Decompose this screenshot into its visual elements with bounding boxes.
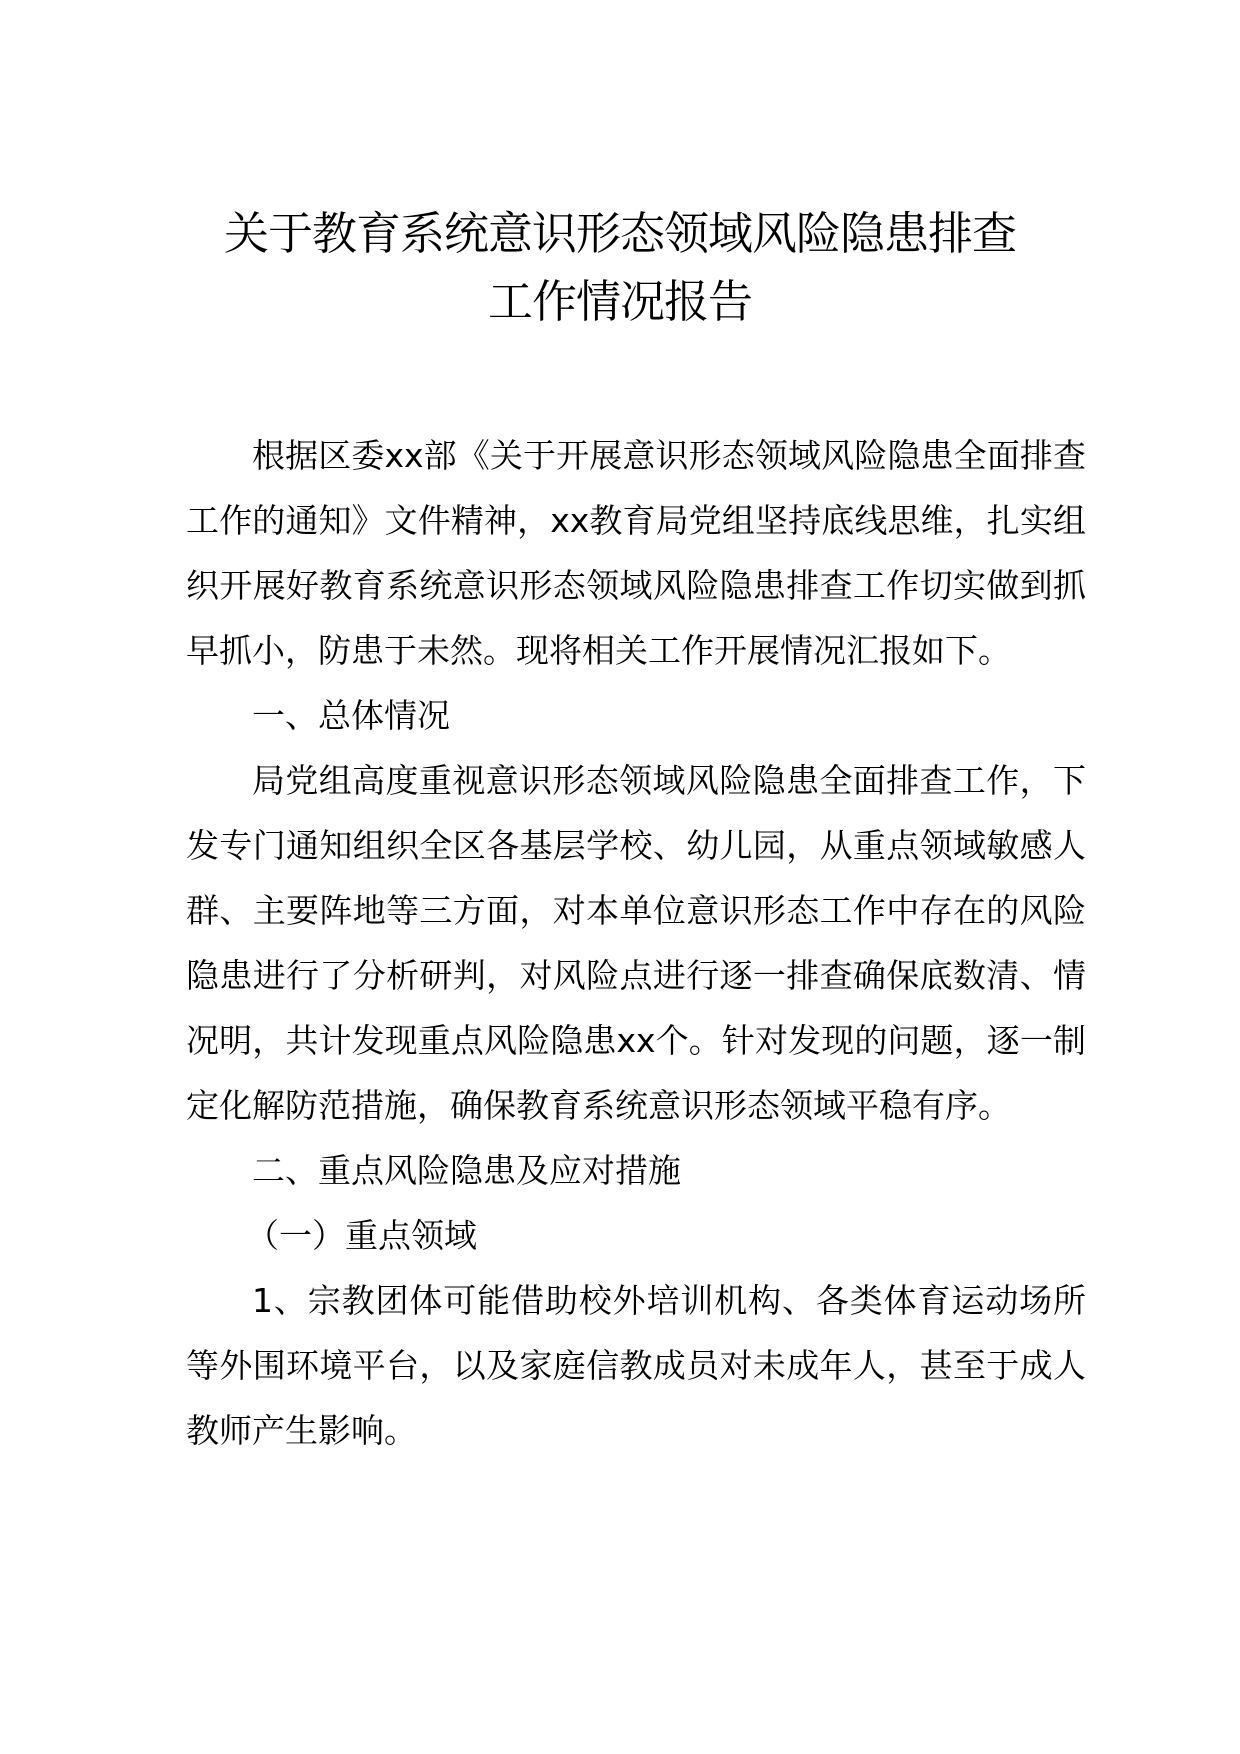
document-title	[150, 200, 1090, 336]
title-line-1: 关于教育系统意识形态领域风险隐患排查	[223, 207, 1016, 260]
section-heading-risks: 二、重点风险隐患及应对措施	[252, 1151, 681, 1190]
overview-paragraph: 局党组高度重视意识形态领域风险隐患全面排查工作，下发专门通知组织全区各基层学校、幼儿园，从重点领域敏感人群、主要阵地等三方面，对本单位意识形态工作中存在的风险隐患进行了分析研判，对风险点进行逐一排查确保底数清、情况明，共计发现重点风险隐患xx个。针对发现的问题，逐一制定化解防范措施，确保教育系统意识形态领域平稳有序。	[186, 761, 1086, 1125]
section-heading-overview: 一、总体情况	[252, 696, 450, 735]
title-line-2: 工作情况报告	[487, 275, 752, 328]
item-paragraph-1: 1、宗教团体可能借助校外培训机构、各类体育运动场所等外围环境平台，以及家庭信教成员对未成年人，甚至于成人教师产生影响。	[186, 1281, 1086, 1450]
intro-paragraph: 根据区委xx部《关于开展意识形态领域风险隐患全面排查工作的通知》文件精神，xx教育局党组坚持底线思维，扎实组织开展好教育系统意识形态领域风险隐患排查工作切实做到抓早抓小，防患于未然。现将相关工作开展情况汇报如下。	[186, 436, 1086, 670]
subsection-heading-key-areas: （一）重点领域	[246, 1216, 477, 1255]
document-body	[186, 423, 1086, 1463]
